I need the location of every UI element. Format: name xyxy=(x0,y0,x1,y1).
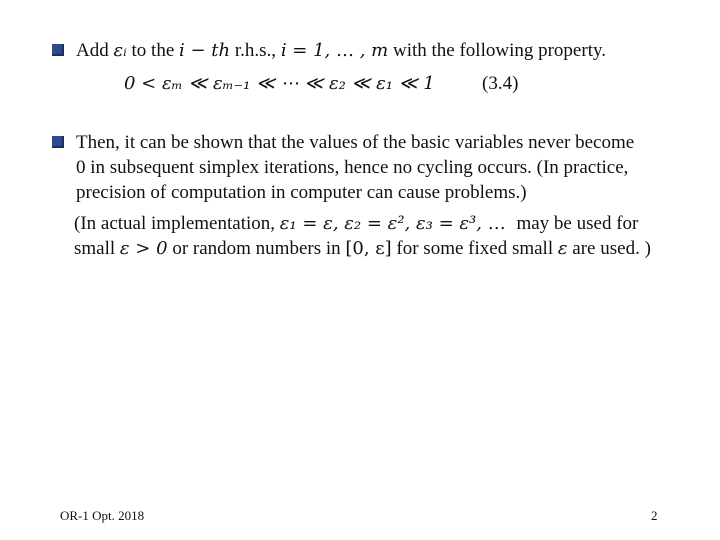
line-5-eps-positive: ε > 0 xyxy=(119,238,168,259)
line-4-prefix: (In actual implementation, xyxy=(74,213,276,234)
bullet-2-line-1: Then, it can be shown that the values of the basic variables never become xyxy=(76,132,635,153)
footer-label: OR-1 Opt. 2018 xyxy=(60,508,145,523)
line-4-suffix: may be used for xyxy=(516,213,639,234)
bullet-2-icon xyxy=(52,136,64,148)
bullet-1-to-the: to the xyxy=(131,40,175,61)
bullet-2-line-5 xyxy=(74,237,651,261)
bullet-1-word-add: Add xyxy=(76,40,109,61)
equation-number: (3.4) xyxy=(482,73,519,94)
bullet-1-index-range: i = 1, … , m xyxy=(280,40,389,61)
bullet-1-eps-i: εᵢ xyxy=(113,40,127,61)
equation-3-4 xyxy=(124,72,435,96)
line-5-random: or random numbers in xyxy=(172,238,341,259)
bullet-2-line-4 xyxy=(74,212,638,236)
line-4-math: ε₁ = ε, ε₂ = ε², ε₃ = ε³, … xyxy=(279,213,506,234)
bullet-1-icon xyxy=(52,44,64,56)
bullet-2-line-3: precision of computation in computer can cause problems.) xyxy=(76,182,527,203)
page-number: 2 xyxy=(651,508,658,523)
line-5-eps: ε xyxy=(557,238,568,259)
bullet-1-rest: with the following property. xyxy=(392,40,606,61)
equation-expression: 0 < εₘ ≪ εₘ₋₁ ≪ ⋯ ≪ ε₂ ≪ ε₁ ≪ 1 xyxy=(124,73,435,94)
line-5-interval: [0, ε] xyxy=(345,238,392,259)
line-5-small: small xyxy=(74,238,116,259)
bullet-1-rhs: r.h.s., xyxy=(234,40,277,61)
line-5-fixed: for some fixed small xyxy=(396,238,554,259)
line-5-used: are used. ) xyxy=(572,238,651,259)
bullet-1-i-minus-th: i − th xyxy=(179,40,231,61)
bullet-1-line xyxy=(76,39,606,63)
bullet-2-line-2: 0 in subsequent simplex iterations, hence no cycling occurs. (In practice, xyxy=(76,157,629,178)
